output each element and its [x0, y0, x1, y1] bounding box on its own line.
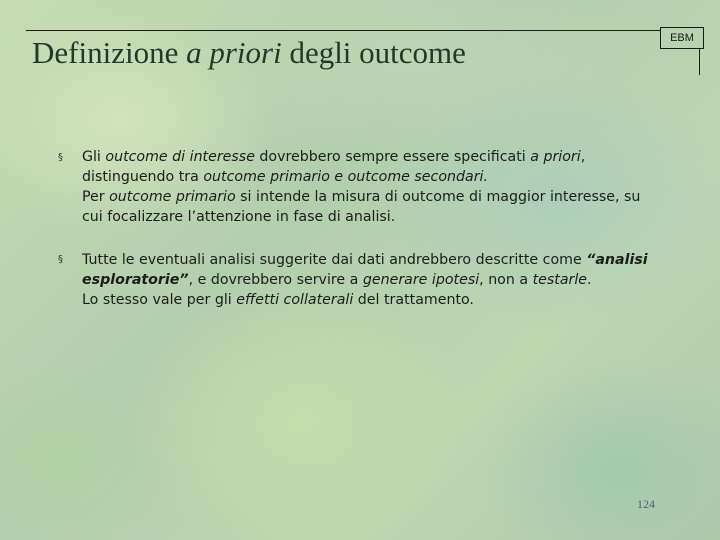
paragraph-line: Tutte le eventuali analisi suggerite dai dati andrebbero descritte come “analisi [82, 252, 648, 268]
paragraph-line: esploratorie”, e dovrebbero servire a generare ipotesi, non a testarle. [82, 272, 592, 288]
paragraph-line: Lo stesso vale per gli effetti collaterali del trattamento. [82, 292, 474, 308]
bullet-paragraph-1 [82, 147, 692, 227]
paragraph-line: distinguendo tra outcome primario e outcome secondari. [82, 169, 488, 185]
bullet-paragraph-2 [82, 250, 692, 310]
slide-title: Definizione a priori degli outcome [32, 35, 466, 70]
bullet-marker: § [58, 254, 63, 265]
bullet-marker: § [58, 152, 63, 163]
paragraph-line: Per outcome primario si intende la misura di outcome di maggior interesse, su [82, 189, 641, 205]
paragraph-line: cui focalizzare l’attenzione in fase di analisi. [82, 209, 396, 225]
ebm-tag: EBM [660, 27, 704, 49]
page-number: 124 [637, 497, 655, 511]
paragraph-line: Gli outcome di interesse dovrebbero sempre essere specificati a priori, [82, 149, 586, 165]
